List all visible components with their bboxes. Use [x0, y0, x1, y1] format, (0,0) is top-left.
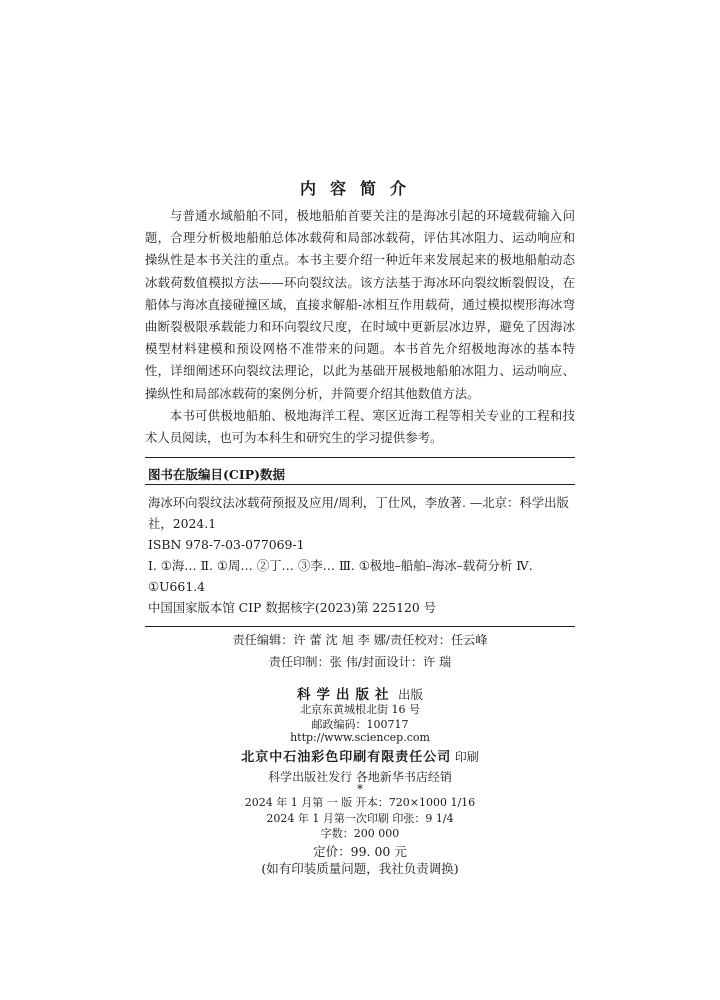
- cip-bibliographic-line: 海冰环向裂纹法冰载荷预报及应用/周利，丁仕风，李放著. —北京：科学出版社，2024.1: [148, 495, 569, 531]
- summary-paragraph-1: 与普通水域船舶不同，极地船舶首要关注的是海冰引起的环境载荷输入问题，合理分析极地船舶总体冰载荷和局部冰载荷，评估其冰阻力、运动响应和操纵性是本书关注的重点。本书主要介绍一种近年来发展起来的极地船舶动态冰载荷数值模拟方法——环向裂纹法。该方法基于海冰环向裂纹断裂假设，在船体与海冰直接碰撞区域，直接求解船-冰相互作用载荷，通过模拟楔形海冰弯曲断裂极限承载能力和环向裂纹尺度，在时域中更新层冰边界，避免了因海冰模型材料建模和预设网格不准带来的问题。本书首先介绍极地海冰的基本特性，详细阐述环向裂纹法理论，以此为基础开展极地船舶冰阻力、运动响应、操纵性和局部冰载荷的案例分析，并简要介绍其他数值方法。: [145, 208, 575, 401]
- summary-text: [145, 205, 575, 449]
- publisher-name: 科学出版社: [296, 687, 395, 703]
- cip-record: [148, 492, 574, 618]
- cip-isbn: ISBN 978-7-03-077069-1: [148, 537, 305, 552]
- publisher-address: 北京东黄城根北街 16 号: [300, 703, 420, 716]
- edition-line: 2024 年 1 月第 一 版 开本：720×1000 1/16: [244, 796, 476, 809]
- printer-name: 北京中石油彩色印刷有限责任公司: [241, 750, 452, 765]
- word-count-line: 字数：200 000: [320, 827, 400, 840]
- publisher-postcode: 邮政编码：100717: [311, 718, 409, 731]
- return-policy-note: (如有印装质量问题，我社负责调换): [261, 861, 459, 876]
- credits-line-1: 责任编辑：许 蕾 沈 旭 李 娜/责任校对：任云峰: [232, 633, 488, 647]
- cip-bottom-rule: [145, 626, 575, 627]
- publisher-suffix: 出版: [397, 687, 423, 702]
- separator-star: *: [357, 782, 363, 796]
- price: 定价：99. 00 元: [313, 844, 407, 859]
- cip-record-number: 中国国家版本馆 CIP 数据核字(2023)第 225120 号: [148, 600, 437, 615]
- summary-title: 内容简介: [299, 179, 420, 198]
- publisher-line: [0, 683, 720, 703]
- printing-line: 2024 年 1 月第一次印刷 印张：9 1/4: [266, 812, 454, 825]
- cip-heading: 图书在版编目(CIP)数据: [148, 467, 286, 482]
- credits-line-2: 责任印制：张 伟/封面设计：许 瑞: [268, 655, 452, 669]
- distribution-line: 科学出版社发行 各地新华书店经销: [268, 770, 452, 784]
- printer-line: [0, 746, 720, 765]
- printer-suffix: 印刷: [454, 750, 479, 764]
- cip-classification: Ⅰ. ①海… Ⅱ. ①周… ②丁… ③李… Ⅲ. ①极地–船舶–海冰–载荷分析 Ⅳ. ①U661.4: [148, 558, 533, 594]
- cip-heading-rule: [145, 484, 575, 485]
- summary-paragraph-2: 本书可供极地船舶、极地海洋工程、寒区近海工程等相关专业的工程和技术人员阅读，也可为本科生和研究生的学习提供参考。: [145, 407, 575, 446]
- cip-top-rule: [145, 457, 575, 458]
- publisher-website: http://www.sciencep.com: [290, 731, 430, 744]
